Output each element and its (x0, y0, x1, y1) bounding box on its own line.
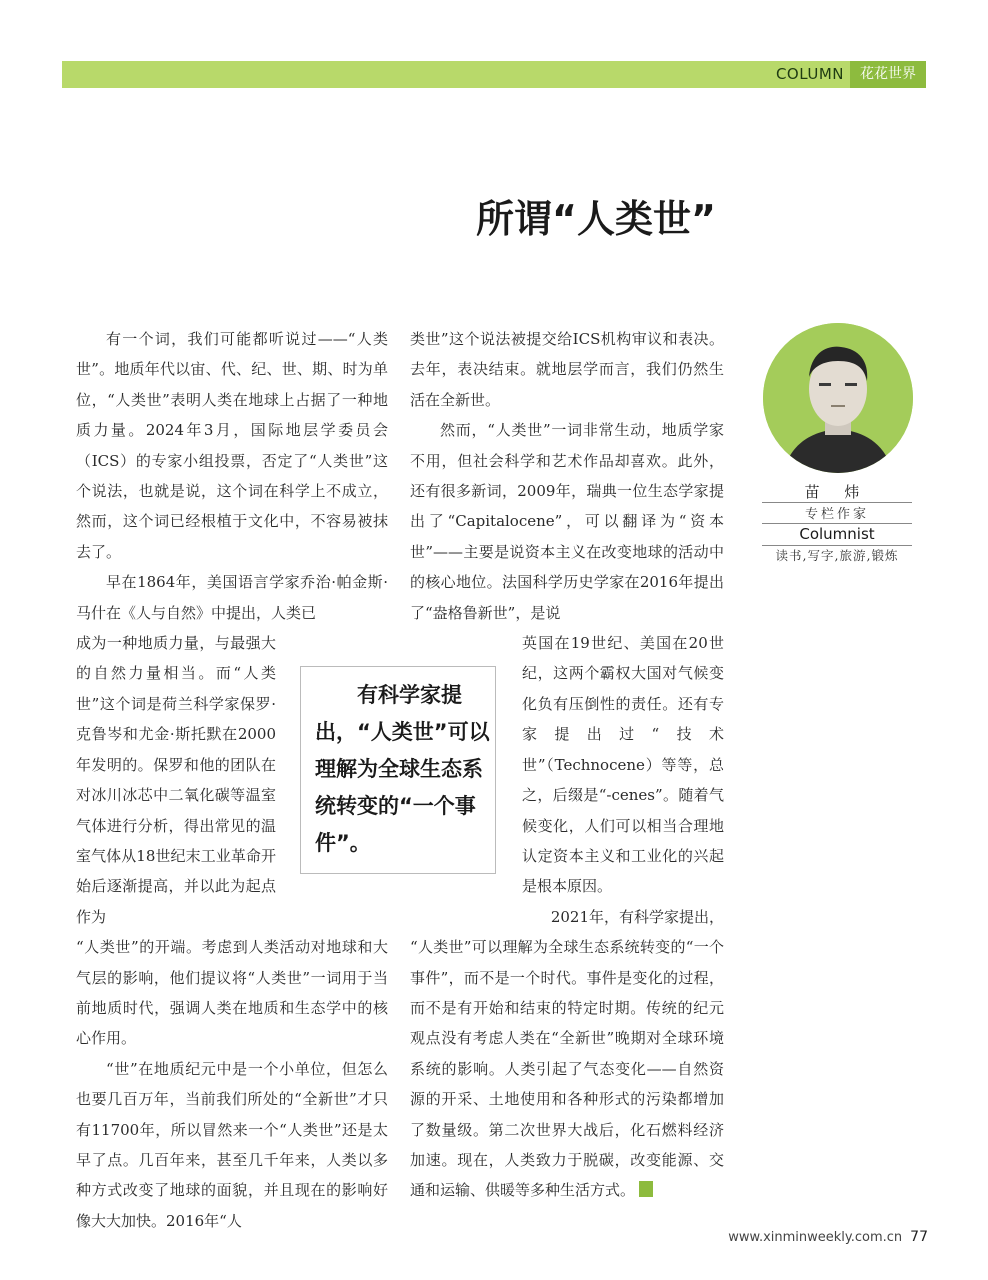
paragraph-continued (410, 932, 724, 1206)
paragraph-continued: 类世”这个说法被提交给ICS机构审议和表决。去年，表决结束。就地层学而言，我们仍然生活在全新世。 (410, 330, 724, 409)
paragraph: 早在1864年，美国语言学家乔治·帕金斯·马什在《人与自然》中提出，人类已 (76, 573, 388, 622)
section-label: 花花世界 (850, 61, 926, 88)
footer-website: www.xinminweekly.com.cn (728, 1230, 903, 1245)
paragraph: 然而，“人类世”一词非常生动，地质学家不用，但社会科学和艺术作品却喜欢。此外，还有很多新词，2009年，瑞典一位生态学家提出了“Capitalocene”，可以翻译为“资本世”——主要是说资本主义在改变地球的活动中的核心地位。法国科学历史学家在2016年提出了“盎格鲁新世”，是说 (410, 421, 724, 622)
pull-quote: 有科学家提出，“人类世”可以理解为全球生态系统转变的“一个事件”。 (300, 666, 496, 874)
divider (762, 523, 912, 524)
author-portrait-icon (763, 323, 913, 473)
paragraph-wrapped: 英国在19世纪、美国在20世纪，这两个霸权大国对气候变化负有压倒性的责任。还有专家提出过“技术世”（Technocene）等等，总之，后缀是“-cenes”。随着气候变化，人们可以相当合理地认定资本主义和工业化的兴起是根本原因。 (522, 634, 724, 896)
page-number: 77 (910, 1229, 928, 1245)
paragraph-wrapped: 成为一种地质力量，与最强大的自然力量相当。而“人类世”这个词是荷兰科学家保罗·克鲁岑和尤金·斯托默在2000年发明的。保罗和他的团队在对冰川冰芯中二氧化碳等温室气体进行分析，得出常见的温室气体从18世纪末工业革命开始后逐渐提高，并以此为起点作为 (76, 634, 276, 926)
paragraph: 有一个词，我们可能都听说过——“人类世”。地质年代以宙、代、纪、世、期、时为单位，“人类世”表明人类在地球上占据了一种地质力量。2024年3月，国际地层学委员会（ICS）的专家小组投票，否定了“人类世”这个说法，也就是说，这个词在科学上不成立，然而，这个词已经根植于文化中，不容易被抹去了。 (76, 330, 388, 561)
paragraph: “世”在地质纪元中是一个小单位，但怎么也要几百万年，当前我们所处的“全新世”才只有11700年，所以冒然来一个“人类世”还是太早了点。几百年来，甚至几千年来，人类以多种方式改变了地球的面貌，并且现在的影响好像大大加快。2016年“人 (76, 1059, 388, 1230)
paragraph-start: 2021年，有科学家提出， (550, 907, 724, 926)
article-title: 所谓“人类世” (476, 197, 716, 241)
end-mark-icon (639, 1181, 653, 1197)
author-avatar (763, 323, 913, 473)
page-footer (728, 1229, 928, 1245)
column-label: COLUMN (775, 65, 844, 83)
author-role-en: Columnist (799, 525, 875, 543)
paragraph-continued: “人类世”的开端。考虑到人类活动对地球和大气层的影响，他们提议将“人类世”一词用于当前地质时代，强调人类在地质和生态学中的核心作用。 (76, 938, 388, 1048)
header-bar (62, 61, 926, 88)
paragraph-text: “人类世”可以理解为全球生态系统转变的“一个事件”，而不是一个时代。事件是变化的过程，而不是有开始和结束的特定时期。传统的纪元观点没有考虑人类在“全新世”晚期对全球环境系统的影响。人类引起了气态变化——自然资源的开采、土地使用和各种形式的污染都增加了数量级。第二次世界大战后，化石燃料经济加速。现在，人类致力于脱碳，改变能源、交通和运输、供暖等多种生活方式。 (410, 938, 724, 1200)
author-tags: 读书,写字,旅游,锻炼 (775, 548, 899, 563)
author-role: 专栏作家 (804, 507, 869, 522)
author-name: 苗 炜 (804, 483, 870, 501)
